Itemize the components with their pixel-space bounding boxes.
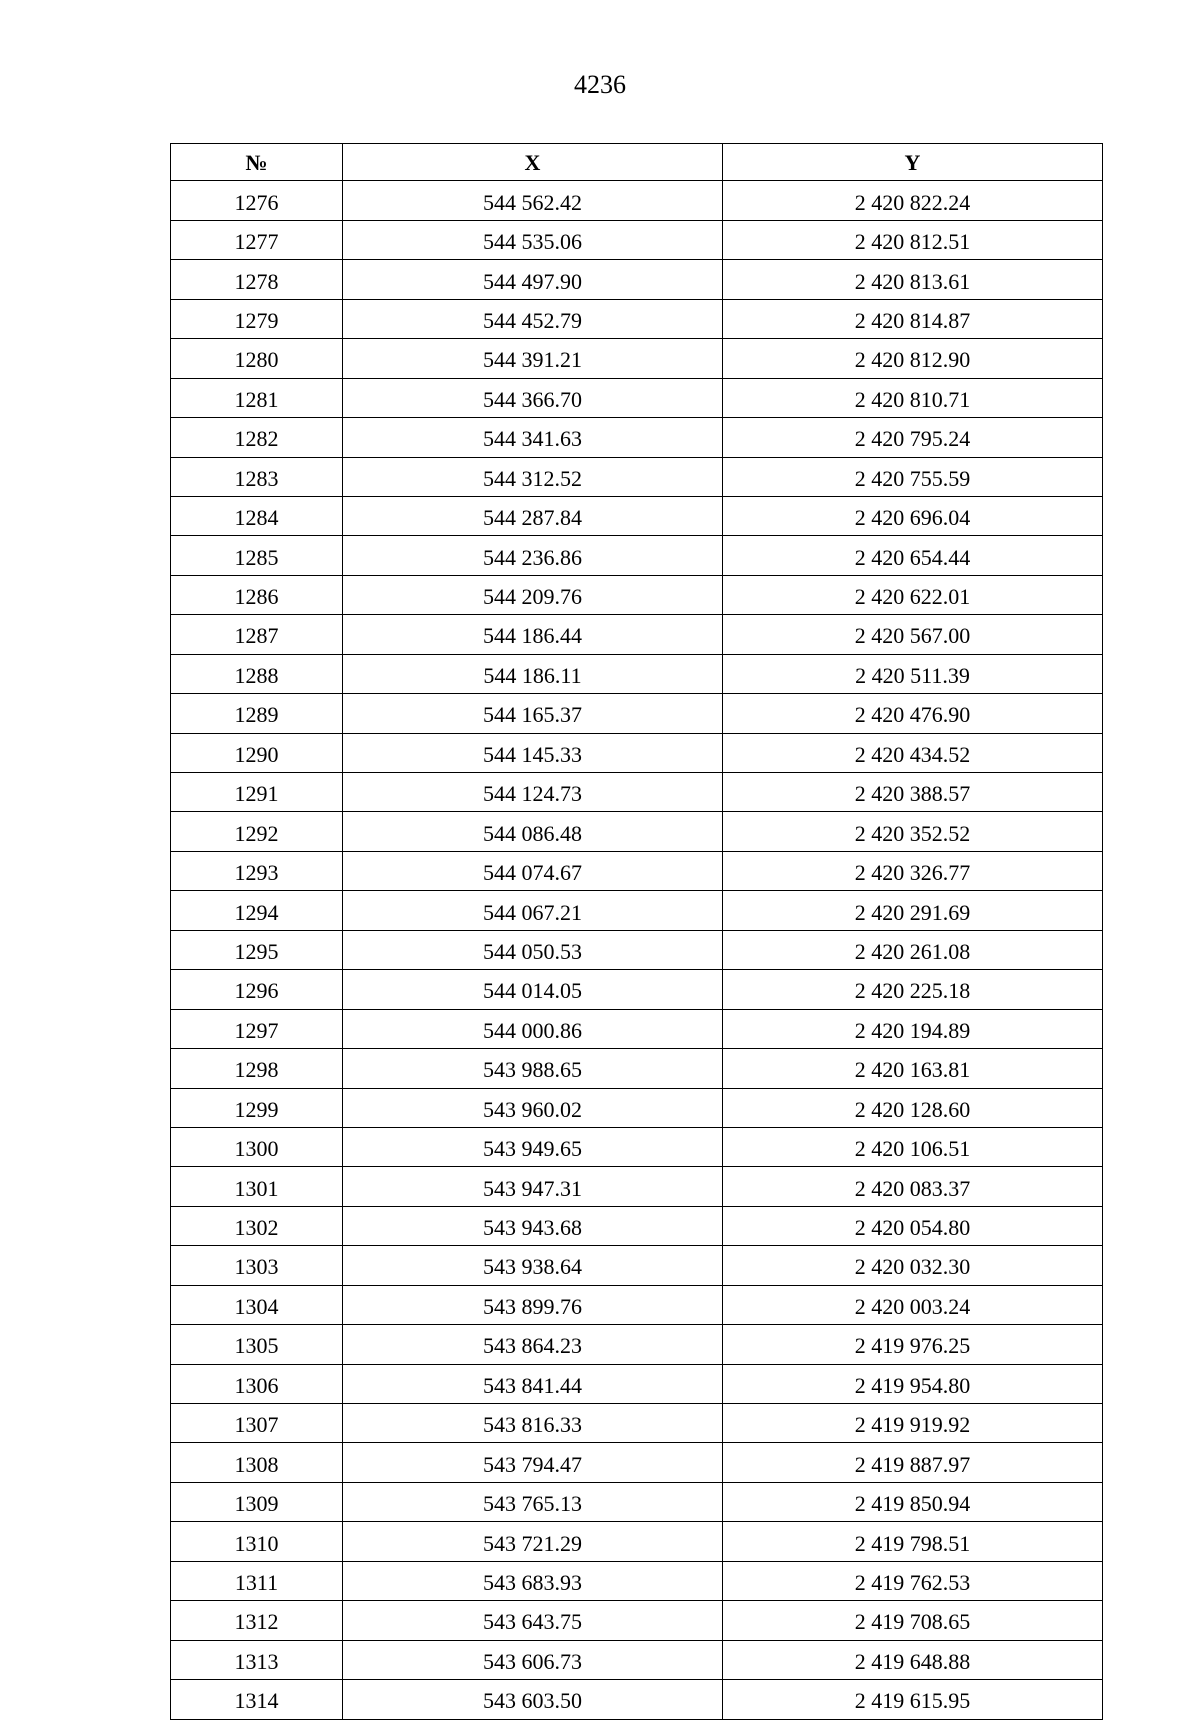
y-coordinate-cell: 2 420 810.71: [723, 378, 1103, 417]
table-row: [171, 299, 1103, 338]
table-row: [171, 1522, 1103, 1561]
point-number-cell: 1279: [171, 299, 343, 338]
point-number-cell: 1311: [171, 1561, 343, 1600]
x-coordinate-cell: 544 341.63: [343, 418, 723, 457]
table-row: [171, 1482, 1103, 1521]
point-number-cell: 1295: [171, 930, 343, 969]
y-coordinate-cell: 2 419 708.65: [723, 1601, 1103, 1640]
table-row: [171, 1404, 1103, 1443]
point-number-cell: 1290: [171, 733, 343, 772]
y-coordinate-cell: 2 419 798.51: [723, 1522, 1103, 1561]
x-coordinate-cell: 544 366.70: [343, 378, 723, 417]
y-coordinate-cell: 2 420 654.44: [723, 536, 1103, 575]
table-row: [171, 1049, 1103, 1088]
x-coordinate-cell: 544 186.44: [343, 615, 723, 654]
y-coordinate-cell: 2 420 511.39: [723, 654, 1103, 693]
x-coordinate-cell: 544 050.53: [343, 930, 723, 969]
point-number-cell: 1308: [171, 1443, 343, 1482]
x-coordinate-cell: 544 497.90: [343, 260, 723, 299]
y-coordinate-cell: 2 420 567.00: [723, 615, 1103, 654]
point-number-cell: 1300: [171, 1127, 343, 1166]
table-row: [171, 260, 1103, 299]
table-row: [171, 812, 1103, 851]
y-coordinate-cell: 2 420 083.37: [723, 1167, 1103, 1206]
y-coordinate-cell: 2 419 762.53: [723, 1561, 1103, 1600]
point-number-cell: 1304: [171, 1285, 343, 1324]
x-coordinate-cell: 543 960.02: [343, 1088, 723, 1127]
x-coordinate-cell: 544 452.79: [343, 299, 723, 338]
x-coordinate-cell: 543 949.65: [343, 1127, 723, 1166]
table-row: [171, 457, 1103, 496]
x-coordinate-cell: 543 841.44: [343, 1364, 723, 1403]
x-coordinate-cell: 543 899.76: [343, 1285, 723, 1324]
point-number-cell: 1285: [171, 536, 343, 575]
point-number-cell: 1286: [171, 575, 343, 614]
y-coordinate-cell: 2 420 434.52: [723, 733, 1103, 772]
point-number-cell: 1301: [171, 1167, 343, 1206]
column-header-number: №: [171, 144, 343, 181]
y-coordinate-cell: 2 420 326.77: [723, 851, 1103, 890]
table-row: [171, 1088, 1103, 1127]
point-number-cell: 1310: [171, 1522, 343, 1561]
x-coordinate-cell: 544 165.37: [343, 694, 723, 733]
table-row: [171, 496, 1103, 535]
table-row: [171, 1561, 1103, 1600]
table-row: [171, 891, 1103, 930]
y-coordinate-cell: 2 419 648.88: [723, 1640, 1103, 1679]
x-coordinate-cell: 543 938.64: [343, 1246, 723, 1285]
x-coordinate-cell: 544 186.11: [343, 654, 723, 693]
table-row: [171, 1009, 1103, 1048]
table-row: [171, 1364, 1103, 1403]
x-coordinate-cell: 544 067.21: [343, 891, 723, 930]
x-coordinate-cell: 543 988.65: [343, 1049, 723, 1088]
table-row: [171, 1443, 1103, 1482]
table-row: [171, 851, 1103, 890]
x-coordinate-cell: 543 794.47: [343, 1443, 723, 1482]
y-coordinate-cell: 2 420 003.24: [723, 1285, 1103, 1324]
table-row: [171, 339, 1103, 378]
y-coordinate-cell: 2 420 352.52: [723, 812, 1103, 851]
table-row: [171, 1206, 1103, 1245]
point-number-cell: 1280: [171, 339, 343, 378]
point-number-cell: 1313: [171, 1640, 343, 1679]
y-coordinate-cell: 2 420 194.89: [723, 1009, 1103, 1048]
table-row: [171, 1601, 1103, 1640]
x-coordinate-cell: 544 312.52: [343, 457, 723, 496]
table-row: [171, 1640, 1103, 1679]
table-body: [171, 181, 1103, 1719]
y-coordinate-cell: 2 420 822.24: [723, 181, 1103, 220]
y-coordinate-cell: 2 420 388.57: [723, 773, 1103, 812]
column-header-y: Y: [723, 144, 1103, 181]
table-row: [171, 418, 1103, 457]
x-coordinate-cell: 544 535.06: [343, 220, 723, 259]
point-number-cell: 1289: [171, 694, 343, 733]
table-row: [171, 575, 1103, 614]
x-coordinate-cell: 544 014.05: [343, 970, 723, 1009]
coordinates-table: [170, 143, 1103, 1720]
x-coordinate-cell: 544 391.21: [343, 339, 723, 378]
table-row: [171, 1680, 1103, 1719]
x-coordinate-cell: 544 209.76: [343, 575, 723, 614]
x-coordinate-cell: 544 145.33: [343, 733, 723, 772]
x-coordinate-cell: 544 562.42: [343, 181, 723, 220]
x-coordinate-cell: 543 864.23: [343, 1325, 723, 1364]
point-number-cell: 1294: [171, 891, 343, 930]
table-row: [171, 1285, 1103, 1324]
y-coordinate-cell: 2 419 976.25: [723, 1325, 1103, 1364]
point-number-cell: 1309: [171, 1482, 343, 1521]
y-coordinate-cell: 2 420 812.90: [723, 339, 1103, 378]
y-coordinate-cell: 2 420 813.61: [723, 260, 1103, 299]
point-number-cell: 1305: [171, 1325, 343, 1364]
point-number-cell: 1283: [171, 457, 343, 496]
page-number: 4236: [574, 70, 626, 99]
x-coordinate-cell: 543 643.75: [343, 1601, 723, 1640]
table-row: [171, 694, 1103, 733]
table-header: [171, 144, 1103, 181]
x-coordinate-cell: 543 603.50: [343, 1680, 723, 1719]
table-row: [171, 378, 1103, 417]
x-coordinate-cell: 544 074.67: [343, 851, 723, 890]
point-number-cell: 1276: [171, 181, 343, 220]
point-number-cell: 1312: [171, 1601, 343, 1640]
y-coordinate-cell: 2 419 615.95: [723, 1680, 1103, 1719]
y-coordinate-cell: 2 420 476.90: [723, 694, 1103, 733]
y-coordinate-cell: 2 419 954.80: [723, 1364, 1103, 1403]
table-row: [171, 181, 1103, 220]
y-coordinate-cell: 2 420 032.30: [723, 1246, 1103, 1285]
point-number-cell: 1307: [171, 1404, 343, 1443]
x-coordinate-cell: 544 287.84: [343, 496, 723, 535]
x-coordinate-cell: 544 236.86: [343, 536, 723, 575]
point-number-cell: 1293: [171, 851, 343, 890]
point-number-cell: 1298: [171, 1049, 343, 1088]
y-coordinate-cell: 2 420 795.24: [723, 418, 1103, 457]
table-row: [171, 970, 1103, 1009]
x-coordinate-cell: 543 765.13: [343, 1482, 723, 1521]
y-coordinate-cell: 2 420 054.80: [723, 1206, 1103, 1245]
point-number-cell: 1296: [171, 970, 343, 1009]
y-coordinate-cell: 2 420 291.69: [723, 891, 1103, 930]
table-row: [171, 930, 1103, 969]
y-coordinate-cell: 2 419 887.97: [723, 1443, 1103, 1482]
point-number-cell: 1287: [171, 615, 343, 654]
column-header-x: X: [343, 144, 723, 181]
x-coordinate-cell: 543 606.73: [343, 1640, 723, 1679]
x-coordinate-cell: 544 000.86: [343, 1009, 723, 1048]
point-number-cell: 1288: [171, 654, 343, 693]
header-row: [171, 144, 1103, 181]
y-coordinate-cell: 2 420 163.81: [723, 1049, 1103, 1088]
y-coordinate-cell: 2 420 622.01: [723, 575, 1103, 614]
table-row: [171, 220, 1103, 259]
point-number-cell: 1297: [171, 1009, 343, 1048]
x-coordinate-cell: 543 943.68: [343, 1206, 723, 1245]
table-row: [171, 1246, 1103, 1285]
point-number-cell: 1306: [171, 1364, 343, 1403]
table-row: [171, 1167, 1103, 1206]
y-coordinate-cell: 2 420 812.51: [723, 220, 1103, 259]
point-number-cell: 1281: [171, 378, 343, 417]
y-coordinate-cell: 2 419 850.94: [723, 1482, 1103, 1521]
table-row: [171, 536, 1103, 575]
y-coordinate-cell: 2 420 261.08: [723, 930, 1103, 969]
y-coordinate-cell: 2 420 696.04: [723, 496, 1103, 535]
y-coordinate-cell: 2 420 106.51: [723, 1127, 1103, 1166]
point-number-cell: 1278: [171, 260, 343, 299]
x-coordinate-cell: 543 683.93: [343, 1561, 723, 1600]
table-row: [171, 773, 1103, 812]
table-row: [171, 615, 1103, 654]
y-coordinate-cell: 2 420 814.87: [723, 299, 1103, 338]
point-number-cell: 1282: [171, 418, 343, 457]
x-coordinate-cell: 543 721.29: [343, 1522, 723, 1561]
table-row: [171, 733, 1103, 772]
x-coordinate-cell: 544 124.73: [343, 773, 723, 812]
point-number-cell: 1284: [171, 496, 343, 535]
x-coordinate-cell: 543 947.31: [343, 1167, 723, 1206]
point-number-cell: 1291: [171, 773, 343, 812]
point-number-cell: 1302: [171, 1206, 343, 1245]
table-row: [171, 1127, 1103, 1166]
point-number-cell: 1303: [171, 1246, 343, 1285]
x-coordinate-cell: 543 816.33: [343, 1404, 723, 1443]
point-number-cell: 1292: [171, 812, 343, 851]
table-row: [171, 1325, 1103, 1364]
point-number-cell: 1277: [171, 220, 343, 259]
point-number-cell: 1314: [171, 1680, 343, 1719]
y-coordinate-cell: 2 419 919.92: [723, 1404, 1103, 1443]
y-coordinate-cell: 2 420 755.59: [723, 457, 1103, 496]
x-coordinate-cell: 544 086.48: [343, 812, 723, 851]
y-coordinate-cell: 2 420 225.18: [723, 970, 1103, 1009]
y-coordinate-cell: 2 420 128.60: [723, 1088, 1103, 1127]
table-row: [171, 654, 1103, 693]
point-number-cell: 1299: [171, 1088, 343, 1127]
